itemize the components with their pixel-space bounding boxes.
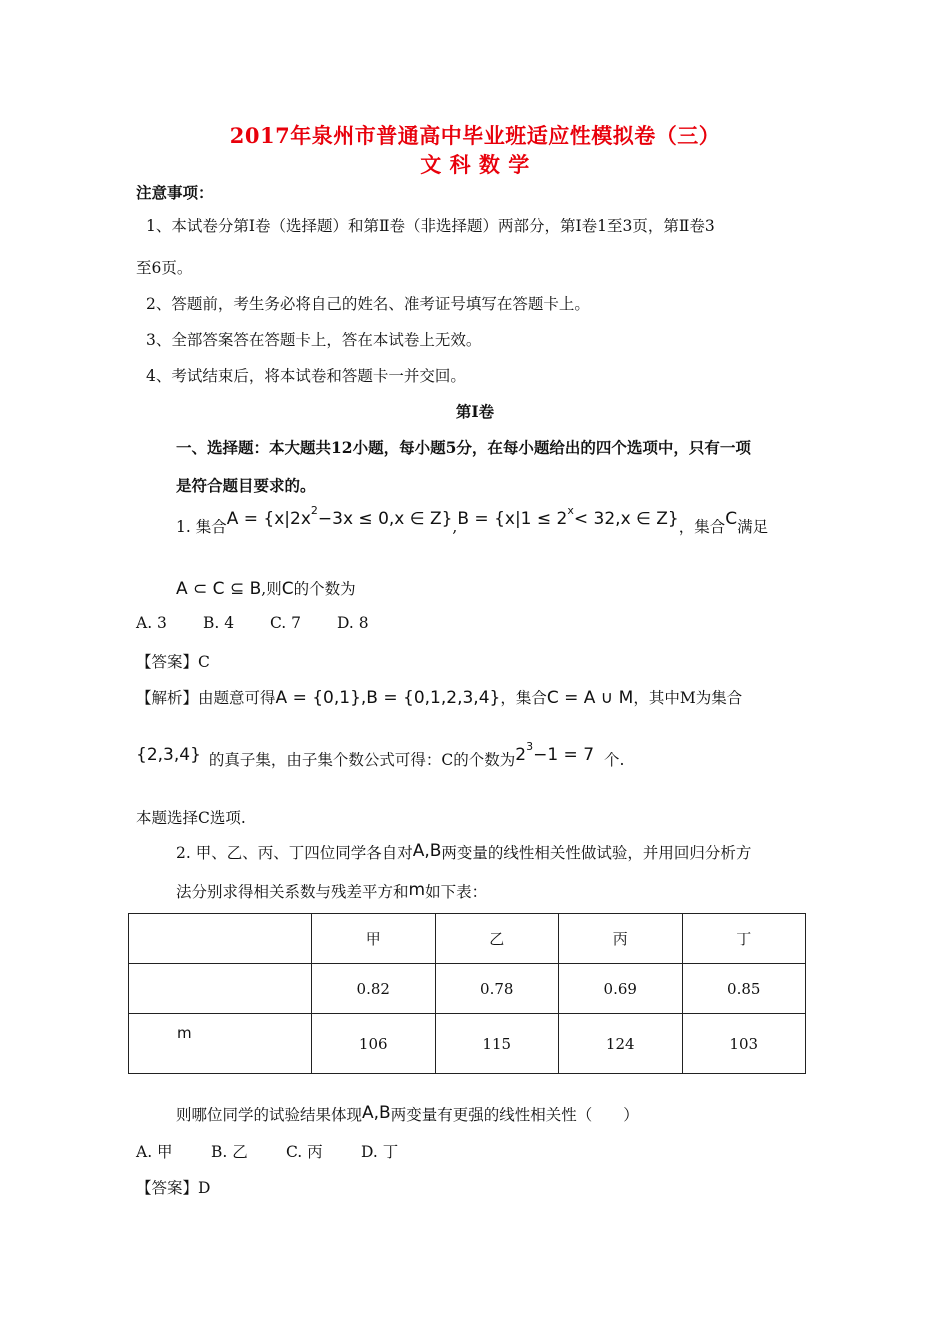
q1-analysis-power	[515, 740, 595, 765]
notice-item-3: 3、全部答案答在答题卡上，答在本试卷上无效。	[146, 331, 482, 349]
table-corner-cell	[129, 914, 312, 964]
q2-option-d: D. 丁	[361, 1143, 399, 1161]
q1-analysis-text4: 的真子集，由子集个数公式可得：C的个数为	[208, 751, 516, 769]
table-row	[129, 914, 806, 964]
q2-stem-cont	[176, 880, 487, 902]
q2-line2-post: 如下表：	[425, 883, 488, 901]
q1-analysis-text2: ，集合	[500, 689, 547, 707]
table-header-yi: 乙	[435, 914, 559, 964]
q2-line1-pre: 2. 甲、乙、丙、丁四位同学各自对	[176, 844, 413, 862]
q1-set-b-pre: B = {x|1 ≤ 2	[457, 509, 568, 529]
table-m-value: 106	[312, 1014, 436, 1074]
q1-analysis-text5: 个.	[604, 751, 625, 769]
volume-heading: 第Ⅰ卷	[455, 402, 495, 421]
table-row	[129, 1014, 806, 1074]
q1-analysis-math1: A = {0,1},B = {0,1,2,3,4}	[275, 688, 501, 708]
q1-stem	[176, 504, 769, 537]
table-header-ding: 丁	[682, 914, 806, 964]
q1-option-b: B. 4	[203, 614, 235, 632]
q1-answer: 【答案】C	[136, 653, 210, 671]
q1-set-b	[457, 504, 679, 529]
exam-title: 2017年泉州市普通高中毕业班适应性模拟卷（三）	[229, 123, 721, 148]
q2-answer: 【答案】D	[136, 1179, 211, 1197]
q2-question-math: A,B	[362, 1103, 391, 1123]
q1-set-b-exp: x	[567, 504, 574, 518]
table-r-value: 0.82	[312, 964, 436, 1014]
q2-option-a: A. 甲	[136, 1143, 173, 1161]
notice-item-2: 2、答题前，考生务必将自己的姓名、准考证号填写在答题卡上。	[146, 295, 590, 313]
q1-set-b-post: < 32,x ∈ Z}	[573, 509, 679, 529]
table-m-value: 115	[435, 1014, 559, 1074]
q1-analysis-text1: 由题意可得	[198, 689, 276, 707]
q2-option-c: C. 丙	[286, 1143, 323, 1161]
q2-options	[136, 1140, 398, 1162]
q1-cond-tail: ,则	[261, 580, 282, 598]
table-r-value: 0.78	[435, 964, 559, 1014]
table-row	[129, 964, 806, 1014]
q2-line2-pre: 法分别求得相关系数与残差平方和	[176, 883, 409, 901]
q1-analysis-cont	[136, 740, 625, 770]
table-header-jia: 甲	[312, 914, 436, 964]
section-instruction-cont: 是符合题目要求的。	[176, 476, 316, 495]
table-m-value: 103	[682, 1014, 806, 1074]
q1-option-a: A. 3	[136, 614, 167, 632]
q1-power-base: 2	[515, 745, 527, 765]
q1-set-c: C	[725, 509, 738, 529]
q2-stem	[176, 841, 751, 863]
table-r-value: 0.69	[559, 964, 683, 1014]
q1-power-exp: 3	[526, 740, 534, 754]
q1-mid-text: ，集合	[678, 518, 726, 536]
table-header-bing: 丙	[559, 914, 683, 964]
q1-tail-text: 满足	[737, 518, 769, 536]
q1-number: 1. 集合	[176, 518, 227, 536]
q2-line1-post: 两变量的线性相关性做试验，并用回归分析方	[441, 844, 752, 862]
table-r-label-cell	[129, 964, 312, 1014]
notice-heading: 注意事项：	[136, 183, 214, 202]
q1-analysis-math2: C = A ∪ M	[546, 688, 634, 708]
notice-item-4: 4、考试结束后，将本试卷和答题卡一并交回。	[146, 367, 466, 385]
q1-conclusion: 本题选择C选项.	[136, 809, 246, 827]
q1-analysis-label: 【解析】	[136, 689, 199, 707]
q2-line2-math: m	[408, 880, 426, 900]
q2-option-b: B. 乙	[211, 1143, 248, 1161]
q1-analysis-set: {2,3,4}	[136, 745, 201, 765]
q1-cond-math: A ⊂ C ⊆ B	[176, 579, 262, 599]
q1-options	[136, 614, 369, 632]
notice-item-1: 1、本试卷分第Ⅰ卷（选择题）和第Ⅱ卷（非选择题）两部分，第Ⅰ卷1至3页，第Ⅱ卷3	[146, 217, 715, 235]
q1-set-a-post: −3x ≤ 0,x ∈ Z}	[317, 509, 453, 529]
section-instruction: 一、选择题：本大题共12小题，每小题5分，在每小题给出的四个选项中，只有一项	[176, 438, 751, 457]
q2-line1-math: A,B	[412, 841, 442, 861]
q1-option-c: C. 7	[270, 614, 302, 632]
q1-comma: ,	[452, 518, 458, 536]
q1-analysis	[136, 686, 742, 708]
q1-set-a	[226, 504, 453, 529]
q1-option-d: D. 8	[337, 614, 369, 632]
q2-question-pre: 则哪位同学的试验结果体现	[176, 1106, 363, 1124]
q1-count-tail: 的个数为	[293, 580, 356, 598]
q1-set-a-pre: A = {x|2x	[226, 509, 311, 529]
notice-item-1-cont: 至6页。	[136, 259, 193, 277]
q2-question	[176, 1103, 639, 1125]
q1-set-a-exp: 2	[310, 504, 318, 518]
q2-result-table	[128, 913, 806, 1074]
table-m-value: 124	[559, 1014, 683, 1074]
q2-question-post: 两变量有更强的线性相关性（ ）	[390, 1106, 639, 1124]
exam-subject: 文 科 数 学	[420, 152, 530, 177]
q1-analysis-text3: ，其中M为集合	[633, 689, 743, 707]
q1-condition	[176, 577, 356, 599]
table-r-value: 0.85	[682, 964, 806, 1014]
q1-power-rest: −1 = 7	[533, 745, 595, 765]
table-m-label: m	[129, 1014, 312, 1074]
q1-count-c: C	[281, 579, 294, 599]
